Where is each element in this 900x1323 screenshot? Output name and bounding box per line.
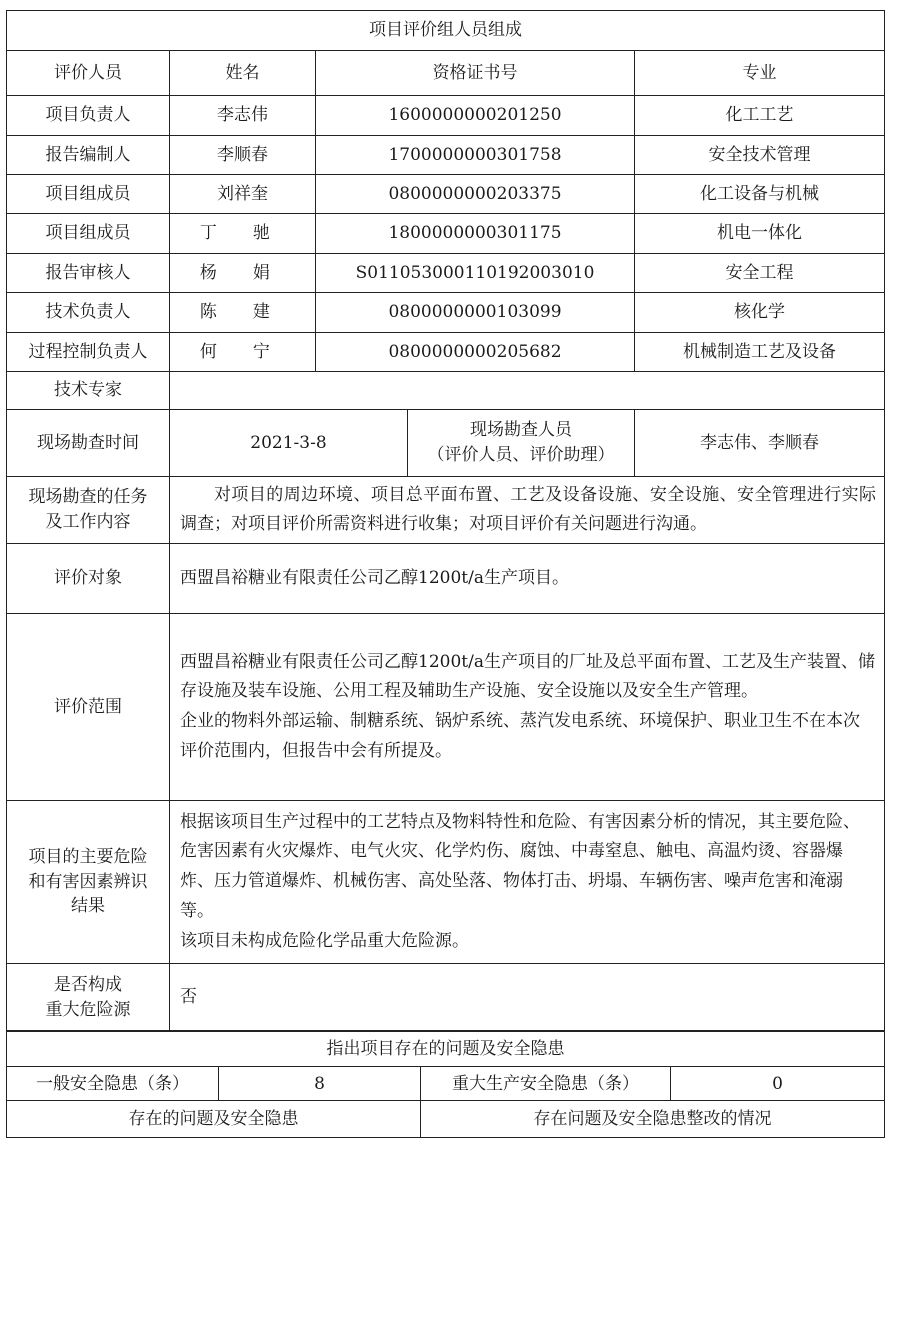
member-name: 何 宁 [170, 333, 316, 372]
task-label [7, 477, 170, 544]
member-name: 陈 建 [170, 293, 316, 333]
hazard-paragraph-2: 该项目未构成危险化学品重大危险源。 [180, 930, 469, 951]
member-cert: S011053000110192003010 [316, 254, 635, 293]
survey-row [7, 410, 885, 477]
table-title: 项目评价组人员组成 [7, 11, 885, 51]
member-name: 李志伟 [170, 96, 316, 136]
major-source-label [7, 964, 170, 1032]
member-role: 项目组成员 [7, 175, 170, 214]
member-name: 刘祥奎 [170, 175, 316, 214]
survey-time-value: 2021-3-8 [170, 410, 408, 477]
scope-content [170, 614, 885, 801]
member-role: 项目负责人 [7, 96, 170, 136]
task-label-line2: 及工作内容 [45, 512, 131, 532]
survey-staff-label [408, 410, 635, 477]
problems-column-header: 存在的问题及安全隐患 [7, 1101, 421, 1138]
member-row [7, 214, 885, 254]
member-row [7, 136, 885, 175]
member-role: 项目组成员 [7, 214, 170, 254]
member-cert: 0800000000205682 [316, 333, 635, 372]
scope-label: 评价范围 [7, 614, 170, 801]
member-cert: 0800000000103099 [316, 293, 635, 333]
member-row [7, 254, 885, 293]
object-row [7, 544, 885, 614]
hazard-row [7, 801, 885, 964]
major-hazard-value: 0 [671, 1067, 885, 1101]
evaluation-document [6, 10, 884, 1138]
member-cert: 1800000000301175 [316, 214, 635, 254]
scope-row [7, 614, 885, 801]
member-major: 化工设备与机械 [635, 175, 885, 214]
survey-staff-label-line1: 现场勘查人员 [470, 420, 572, 441]
survey-time-label: 现场勘查时间 [7, 410, 170, 477]
issues-count-row [7, 1067, 885, 1101]
scope-paragraph-1: 西盟昌裕糖业有限责任公司乙醇1200t/a生产项目的厂址及总平面布置、工艺及生产装置、储存设施及装车设施、公用工程及辅助生产设施、安全设施以及安全生产管理。 [180, 651, 875, 702]
header-cert: 资格证书号 [316, 51, 635, 96]
header-row [7, 51, 885, 96]
member-major: 安全技术管理 [635, 136, 885, 175]
major-source-value: 否 [170, 964, 885, 1032]
object-label: 评价对象 [7, 544, 170, 614]
hazard-label-line3: 结果 [71, 896, 105, 917]
major-source-label-line2: 重大危险源 [45, 999, 131, 1020]
member-row [7, 96, 885, 136]
member-row [7, 333, 885, 372]
task-row [7, 477, 885, 544]
header-role: 评价人员 [7, 51, 170, 96]
member-row [7, 175, 885, 214]
member-name: 丁 驰 [170, 214, 316, 254]
header-name: 姓名 [170, 51, 316, 96]
member-major: 机械制造工艺及设备 [635, 333, 885, 372]
major-hazard-label: 重大生产安全隐患（条） [421, 1067, 671, 1101]
hazard-paragraph-1: 根据该项目生产过程中的工艺特点及物料特性和危险、有害因素分析的情况，其主要危险、危害因素有火灾爆炸、电气火灾、化学灼伤、腐蚀、中毒窒息、触电、高温灼烫、容器爆炸、压力管道爆炸、机械伤害、高处坠落、物体打击、坍塌、车辆伤害、噪声危害和淹溺等。 [180, 811, 860, 921]
hazard-content [170, 801, 885, 964]
member-major: 核化学 [635, 293, 885, 333]
member-row [7, 293, 885, 333]
member-cert: 1600000000201250 [316, 96, 635, 136]
member-role: 技术负责人 [7, 293, 170, 333]
member-cert: 1700000000301758 [316, 136, 635, 175]
header-major: 专业 [635, 51, 885, 96]
member-name: 李顺春 [170, 136, 316, 175]
task-content: 对项目的周边环境、项目总平面布置、工艺及设备设施、安全设施、安全管理进行实际调查；对项目评价所需资料进行收集；对项目评价有关问题进行沟通。 [170, 477, 885, 544]
team-table [6, 10, 885, 1032]
survey-staff-value: 李志伟、李顺春 [635, 410, 885, 477]
issues-columns-row [7, 1101, 885, 1138]
object-content: 西盟昌裕糖业有限责任公司乙醇1200t/a生产项目。 [170, 544, 885, 614]
hazard-label-line1: 项目的主要危险 [28, 847, 148, 868]
major-source-label-line1: 是否构成 [54, 974, 122, 995]
issues-table [6, 1030, 885, 1138]
major-source-row [7, 964, 885, 1032]
hazard-label [7, 801, 170, 964]
issues-title: 指出项目存在的问题及安全隐患 [7, 1031, 885, 1067]
task-label-line1: 现场勘查的任务 [28, 487, 148, 508]
member-cert: 0800000000203375 [316, 175, 635, 214]
expert-value [170, 372, 885, 410]
member-major: 机电一体化 [635, 214, 885, 254]
member-role: 报告编制人 [7, 136, 170, 175]
expert-row [7, 372, 885, 410]
general-hazard-label: 一般安全隐患（条） [7, 1067, 219, 1101]
general-hazard-value: 8 [219, 1067, 421, 1101]
hazard-label-line2: 和有害因素辨识 [28, 871, 148, 892]
member-name: 杨 娟 [170, 254, 316, 293]
member-major: 化工工艺 [635, 96, 885, 136]
member-major: 安全工程 [635, 254, 885, 293]
member-role: 过程控制负责人 [7, 333, 170, 372]
scope-paragraph-2: 企业的物料外部运输、制糖系统、锅炉系统、蒸汽发电系统、环境保护、职业卫生不在本次评价范围内，但报告中会有所提及。 [180, 711, 860, 761]
rectify-column-header: 存在问题及安全隐患整改的情况 [421, 1101, 885, 1138]
expert-label: 技术专家 [7, 372, 170, 410]
survey-staff-label-line2: （评价人员、评价助理） [427, 445, 615, 465]
member-role: 报告审核人 [7, 254, 170, 293]
